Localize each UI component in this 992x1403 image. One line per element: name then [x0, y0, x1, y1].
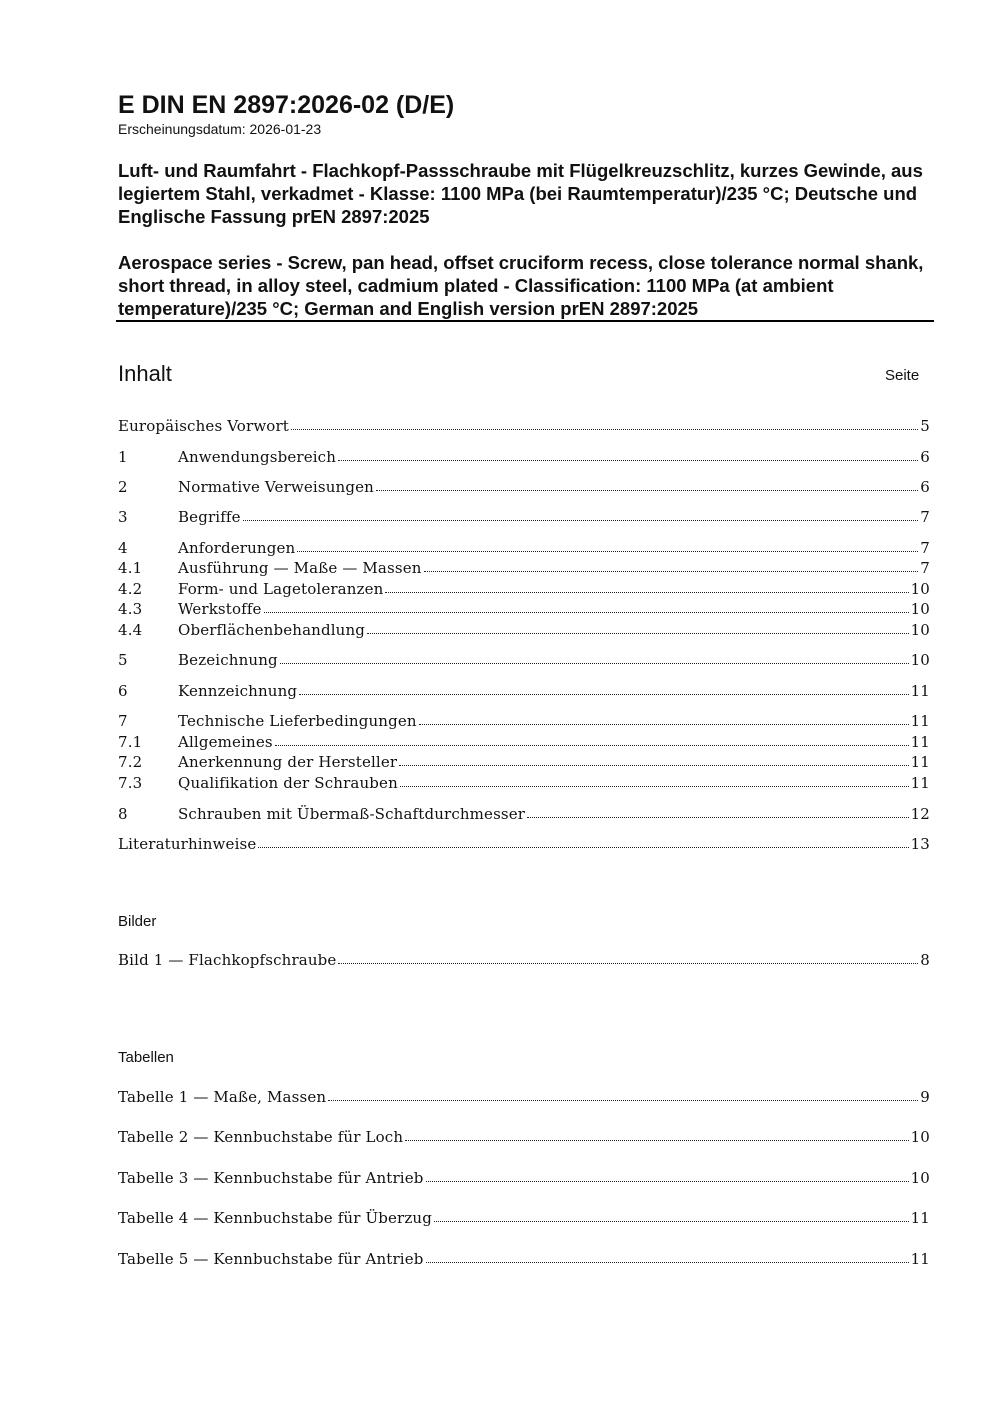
- toc-entry-text: Ausführung — Maße — Massen: [178, 559, 422, 577]
- toc-entry-page: 11: [910, 712, 930, 730]
- toc-entry-text: Form- und Lagetoleranzen: [178, 580, 384, 598]
- toc-entry-number: 7: [118, 712, 128, 730]
- toc-entry-page: 10: [910, 580, 930, 598]
- document-id: E DIN EN 2897:2026-02 (D/E): [118, 91, 455, 119]
- toc-entry-number: 4.3: [118, 600, 143, 618]
- toc-entry-4-2[interactable]: [118, 579, 930, 600]
- toc-entry-text: Europäisches Vorwort: [118, 417, 289, 435]
- page-column-label: Seite: [885, 367, 920, 384]
- toc-entry-number: 7.3: [118, 774, 143, 792]
- toc-entry-number: 4.4: [118, 621, 143, 639]
- toc-entry-number: 1: [118, 448, 128, 466]
- toc-entry-page: 11: [910, 682, 930, 700]
- toc-entry-number: 8: [118, 805, 128, 823]
- toc-entry-number: 5: [118, 651, 128, 669]
- toc-entry-4[interactable]: [118, 538, 930, 559]
- toc-entry-page: 10: [910, 600, 930, 618]
- table-entry-1[interactable]: [118, 1087, 930, 1108]
- toc-entry-text: Anforderungen: [178, 539, 296, 557]
- toc-entry-page: 5: [920, 417, 930, 435]
- table-entry-2[interactable]: [118, 1127, 930, 1148]
- leader-dots: [419, 710, 909, 725]
- toc-entry-page: 13: [910, 835, 930, 853]
- toc-entry-text: Werkstoffe: [178, 600, 262, 618]
- leader-dots: [338, 949, 918, 964]
- toc-entry-number: 3: [118, 508, 128, 526]
- toc-entry-text: Qualifikation der Schrauben: [178, 774, 398, 792]
- toc-entry-text: Oberflächenbehandlung: [178, 621, 366, 639]
- toc-entry-text: Anwendungsbereich: [178, 448, 337, 466]
- table-entry-page: 9: [920, 1088, 930, 1106]
- leader-dots: [258, 833, 908, 848]
- toc-entry-7-3[interactable]: [118, 773, 930, 794]
- toc-entry-foreword[interactable]: [118, 416, 930, 437]
- leader-dots: [338, 446, 918, 461]
- leader-dots: [291, 415, 918, 430]
- toc-entry-page: 11: [910, 753, 930, 771]
- toc-entry-4-3[interactable]: [118, 599, 930, 620]
- leader-dots: [400, 772, 909, 787]
- title-german: Luft- und Raumfahrt - Flachkopf-Passschraube mit Flügelkreuzschlitz, kurzes Gewinde, aus legiertem Stahl, verkadmet - Klasse: 1100 MPa (bei Raumtemperatur)/235 °C; Deutsche und Englische Fassung prEN 2897:2025: [118, 160, 923, 227]
- table-entry-page: 11: [910, 1209, 930, 1227]
- toc-entry-page: 7: [920, 559, 930, 577]
- leader-dots: [264, 598, 909, 613]
- toc-entry-7[interactable]: [118, 711, 930, 732]
- table-entry-page: 10: [910, 1169, 930, 1187]
- publication-date: Erscheinungsdatum: 2026-01-23: [118, 121, 322, 137]
- toc-entry-page: 12: [910, 805, 930, 823]
- leader-dots: [426, 1167, 909, 1182]
- toc-entry-number: 2: [118, 478, 128, 496]
- toc-entry-number: 7.2: [118, 753, 143, 771]
- toc-entry-text: Schrauben mit Übermaß-Schaftdurchmesser: [178, 805, 526, 823]
- table-entry-page: 10: [910, 1128, 930, 1146]
- leader-dots: [297, 537, 918, 552]
- toc-entry-1[interactable]: [118, 447, 930, 468]
- figure-entry-page: 8: [920, 951, 930, 969]
- toc-entry-3[interactable]: [118, 507, 930, 528]
- table-entry-5[interactable]: [118, 1249, 930, 1270]
- figure-entry-text: Bild 1 — Flachkopfschraube: [118, 951, 337, 969]
- leader-dots: [426, 1248, 909, 1263]
- leader-dots: [275, 731, 909, 746]
- table-entry-text: Tabelle 5 — Kennbuchstabe für Antrieb: [118, 1250, 424, 1268]
- toc-entry-page: 7: [920, 508, 930, 526]
- table-entry-3[interactable]: [118, 1168, 930, 1189]
- leader-dots: [434, 1207, 909, 1222]
- toc-entry-number: 4.2: [118, 580, 143, 598]
- figures-heading: Bilder: [118, 913, 157, 930]
- table-entry-text: Tabelle 1 — Maße, Massen: [118, 1088, 327, 1106]
- table-entry-4[interactable]: [118, 1208, 930, 1229]
- toc-entry-4-1[interactable]: [118, 558, 930, 579]
- figure-entry-1[interactable]: [118, 950, 930, 971]
- toc-entry-text: Begriffe: [178, 508, 241, 526]
- toc-heading: Inhalt: [118, 361, 172, 386]
- leader-dots: [243, 506, 919, 521]
- table-entry-text: Tabelle 4 — Kennbuchstabe für Überzug: [118, 1209, 432, 1227]
- toc-entry-2[interactable]: [118, 477, 930, 498]
- leader-dots: [385, 578, 908, 593]
- toc-entry-bibliography[interactable]: [118, 834, 930, 855]
- leader-dots: [527, 803, 908, 818]
- leader-dots: [424, 557, 919, 572]
- toc-entry-page: 10: [910, 651, 930, 669]
- title-divider: [116, 320, 934, 322]
- toc-entry-text: Anerkennung der Hersteller: [178, 753, 398, 771]
- toc-entry-6[interactable]: [118, 681, 930, 702]
- leader-dots: [399, 751, 908, 766]
- toc-entry-page: 11: [910, 774, 930, 792]
- title-english: Aerospace series - Screw, pan head, offset cruciform recess, close tolerance normal shank, short thread, in alloy steel, cadmium plated - Classification: 1100 MPa (at ambient temperature)/235 °C; German and English version prEN 2897:2025: [118, 252, 924, 319]
- table-entry-text: Tabelle 2 — Kennbuchstabe für Loch: [118, 1128, 404, 1146]
- toc-entry-page: 6: [920, 448, 930, 466]
- toc-entry-text: Bezeichnung: [178, 651, 278, 669]
- toc-entry-page: 10: [910, 621, 930, 639]
- toc-entry-5[interactable]: [118, 650, 930, 671]
- toc-entry-8[interactable]: [118, 804, 930, 825]
- toc-entry-number: 4: [118, 539, 128, 557]
- table-entry-page: 11: [910, 1250, 930, 1268]
- toc-entry-7-1[interactable]: [118, 732, 930, 753]
- toc-entry-page: 6: [920, 478, 930, 496]
- toc-entry-number: 4.1: [118, 559, 143, 577]
- toc-entry-text: Allgemeines: [178, 733, 273, 751]
- toc-entry-number: 7.1: [118, 733, 143, 751]
- toc-entry-number: 6: [118, 682, 128, 700]
- table-entry-text: Tabelle 3 — Kennbuchstabe für Antrieb: [118, 1169, 424, 1187]
- leader-dots: [280, 649, 909, 664]
- tables-heading: Tabellen: [118, 1049, 174, 1066]
- toc-entry-text: Literaturhinweise: [118, 835, 257, 853]
- leader-dots: [299, 680, 908, 695]
- toc-entry-7-2[interactable]: [118, 752, 930, 773]
- toc-entry-page: 11: [910, 733, 930, 751]
- toc-entry-text: Kennzeichnung: [178, 682, 298, 700]
- leader-dots: [405, 1126, 908, 1141]
- toc-entry-page: 7: [920, 539, 930, 557]
- toc-entry-text: Technische Lieferbedingungen: [178, 712, 417, 730]
- leader-dots: [328, 1086, 918, 1101]
- toc-entry-text: Normative Verweisungen: [178, 478, 374, 496]
- leader-dots: [367, 619, 909, 634]
- toc-entry-4-4[interactable]: [118, 620, 930, 641]
- leader-dots: [376, 476, 918, 491]
